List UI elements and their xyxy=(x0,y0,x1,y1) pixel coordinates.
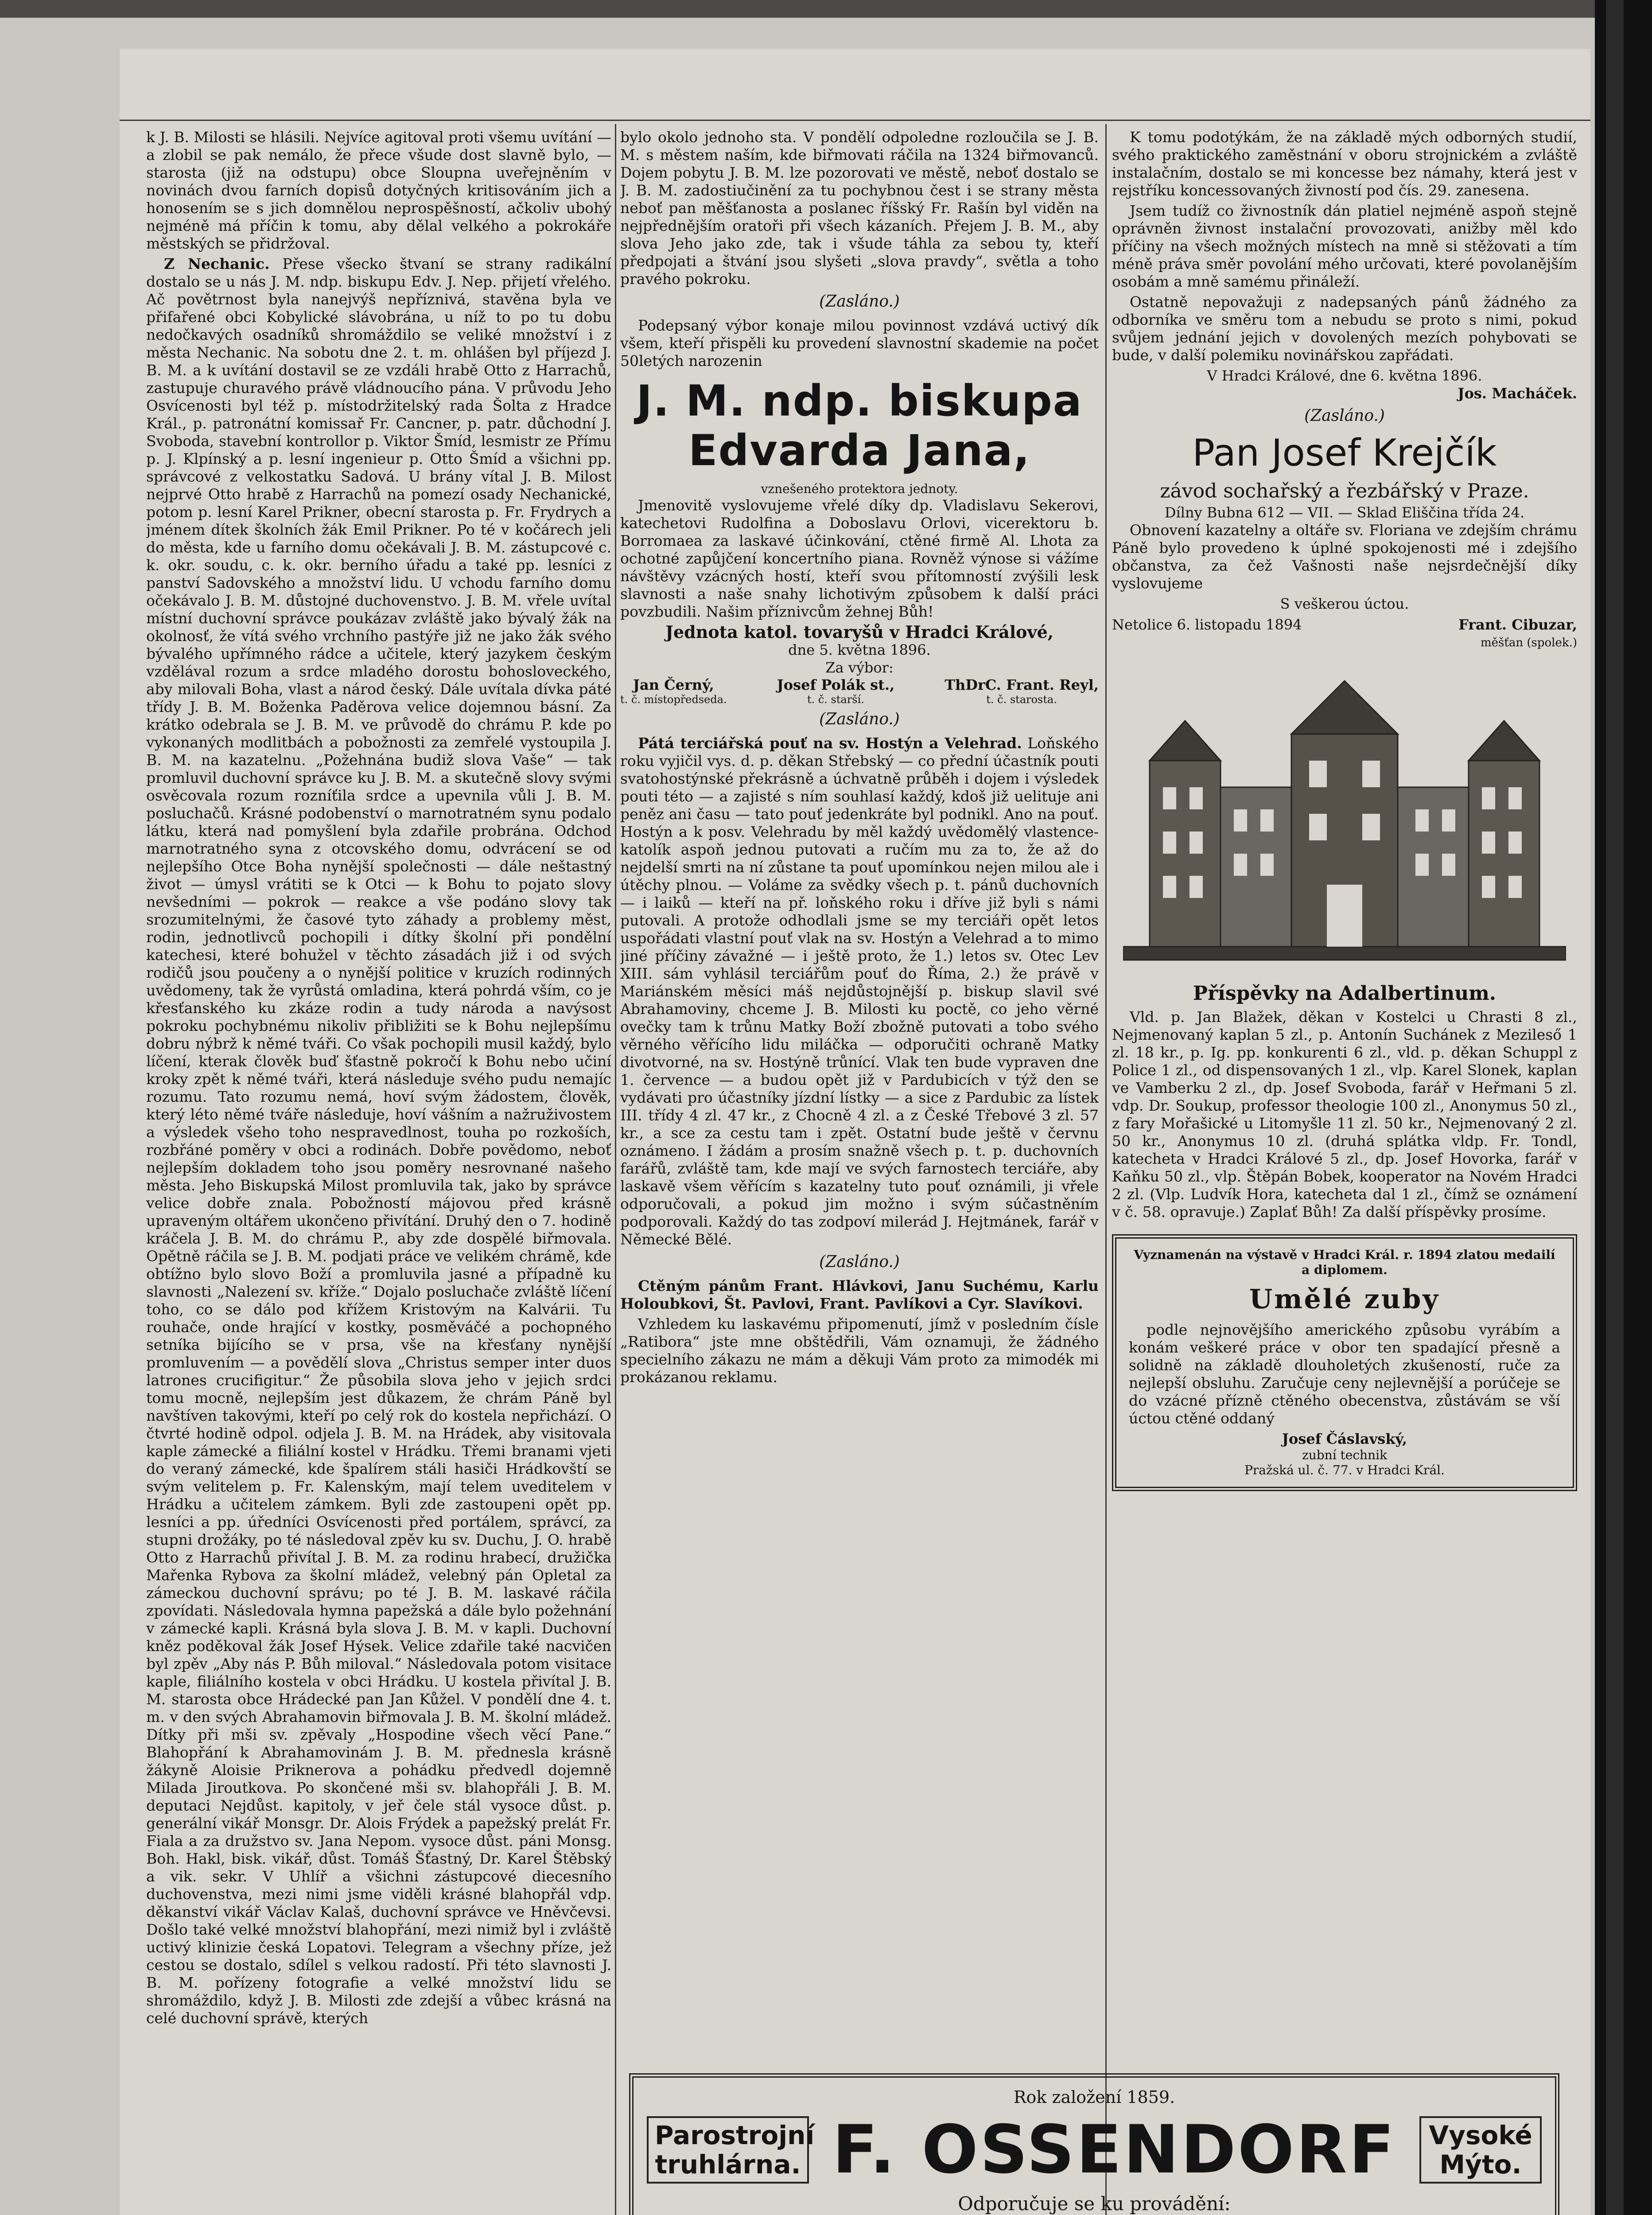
notice-signature: Jednota katol. tovaryšů v Hradci Králové, xyxy=(665,622,1053,642)
ad-left-box: Parostrojní truhlárna. xyxy=(647,2116,809,2184)
committee-members xyxy=(620,676,1099,706)
column-rule-2 xyxy=(1105,124,1107,2215)
ad-address: Pražská ul. č. 77. v Hradci Král. xyxy=(1244,1463,1445,1477)
article-body: Přese všecko štvaní se strany radikální dostalo se u nás J. M. ndp. biskupu Edv. J. Nep. přijetí vřelého. Ač povětrnost byla nanejvýš nepříznivá, stavěna byla ve přifařené obci Kobylické slávobrána, u níž to po tu dobu nedočkavých osadníků shromáždilo se veliké množství i z města Nechanic. Na sobotu dne 2. t. m. ohlášen byl příjezd J. B. M. a k uvítání dostavil se ze vzdáli hrabě Otto z Harrachů, zastupuje churavého právě vládnoucího pána. V průvodu Jeho Osvícenosti byl též p. místodržitelský rada Šolta z Hradce Král., p. patronátní komissař Fr. Cancner, p. patr. důchodní J. Svoboda, stavební kontrollor p. Viktor Šmíd, lesmistr ze Přímu p. J. Klpínský a p. lesní ingenieur p. Otto Šmíd a všichni pp. správcové z velkostatku Sadová. U brány vítal J. B. Milost nejprvé Otto hrabě z Harrachů na pomezí osady Nechanické, potom p. lesní Karel Prikner, obecní starosta p. Fr. Frydrych a jménem dítek školních žák Emil Prikner. Po té v kočárech jeli do města, kde u farního domu očekávali J. B. M. zástupcové c. k. okr. soudu, c. k. okr. berního úřadu a také pp. lesníci z panství Sadovského a množství lidu. U vchodu farního domu očekávalo J. B. M. důstojné duchovenstvo. J. B. M. vřele uvítal místní duchovní správce poukázav zvláště jako bývalý žák na okolnosť, že vítá svého vrchního pastýře již ne jako žák svého bývalého upřímného rádce a učitele, který jazykem českým vzdělával rozum a srdce mladého dorostu bohosloveckého, aby milovali Boha, vlast a národ český. Dále uvítala dívka páté třídy J. B. M. Boženka Paděrova velice dojemnou básní. Za krátko odebrala se J. B. M. ve průvodě do chrámu P. kde po vykonaných modlitbách a pobožnosti za zemřelé vystoupila J. B. M. na kazatelnu. „Požehnána budiž slova Vaše“ — tak promluvil duchovní správce ku J. B. M. a skutečně slovy svými osvěcovala rozum rozníťila srdce a upevnila vůli J. B. M. posluchačů. Krásné podobenství o marnotratném synu podalo látku, která nad pomyšlení byla zdařile probrána. Odchod marnotratného syna z otcovského domu, odvrácení se od nejlepšího Otce Boha nynější společnosti — dále neštastný život — úmysl vrátiti se k Otci — k Bohu to pojato slovy nevšedními — pokrok — reakce a vše podáno slovy tak srozumitelnými, že časové tyto záhady a problemy měst, rodin, jednotlivců pochopili i dítky školní při pondělní katechesi, které bohužel v těchto zásadách již i od svých rodičů jsou poučeny a o nynější politice v kruzích rodinných uvědomeny, tak že vyrůstá omladina, která pohrdá vším, co je křesťanského ku zkáze rodin a tudy národa a navýsost pokroku pochybnému nikoliv přibližiti se k Bohu nejlepšímu dobru nýbrž k němé tváři. Co však pochopili musil každý, bylo líčení, kterak člověk buď šťastně pokročí k Bohu nebo učiní kroky zpět k němé tváři, která následuje svého pudu nemajíc rozumu. Tato rozumu nemá, hoví svým žádostem, člověk, který léto němé tváře následuje, hoví vášním a nažruživostem a výsledek všeho toho nespravedlnost, touha po rozkoších, rozbřáné poměry v obci a rodinách. Dobře povědomo, neboť nejlepším dokladem toho jsou poměry nesrovnané našeho města. Jeho Biskupská Milost promluvila tak, jako by správce velice dobře znala. Pobožností májovou před krásně upraveným oltářem ukončeno přivítání. Druhý den o 7. hodině kráčela J. B. M. do chrámu P., aby zde dospělé biřmovala. Opětně ráčila se J. B. M. podjati práce ve velikém chrámě, kde obtížno bylo slovo Boží a promluvila jasné a případně ku slavnosti „Nalezení sv. kříže.“ Dojalo posluchače zvláště líčení toho, co se dálo pod křížem Kristovým na Kalvárii. Tu rouhače, onde hrající v kostky, posměváčé a pochopného setníka bijícího se v prsa, vše na křesťany nynější promluvením — a povědělí slova „Christus semper inter duos latrones crucifigitur.“ Že působila slova jeho v jejich srdci tomu mocně, nejlepším jest důkazem, že chrám Páně byl navštíven takovými, kteří po celý rok do kostela nepřichází. O čtvrté hodině odpol. odjela J. B. M. na Hrádek, aby visitovala kaple zámecké a filiální kostel v Hrádku. Třemi branami vjeti do veraný zámecké, kde špalírem stáli hasiči Hrádkovští se svým velitelem p. Fr. Kalenským, mají telem uveditelem v Hrádku a učitelem zámkem. Byli zde zastoupeni opět pp. lesníci a pp. úředníci Osvícenosti před portálem, správcí, za stupni drožáky, po té následoval zpěv ku sv. Duchu, J. O. hrabě Otto z Harrachů přivítal J. B. M. za rodinu hrabecí, družička Mařenka Rybova za školní mládež, velebný pán Opletal za zámeckou duchovní správu; po té J. B. M. laskavé ráčila zpovídati. Následovala hymna papežská a dále bylo požehnání v zámecké kapli. Krásná byla slova J. B. M. v kapli. Duchovní kněz poděkoval žák Josef Hýsek. Velice zdařile také nacvičen byl zpěv „Aby nás P. Bůh miloval.“ Následovala potom visitace kaple, filiálního kostela v obci Hrádku. U kostela přivítal J. B. M. starosta obce Hrádecké pan Jan Kůžel. V pondělí dne 4. t. m. v den svých Abrahamovin biřmovala J. B. M. školní mládež. Dítky při mši sv. zpěvaly „Hospodine všech věcí Pane.“ Blahopřání k Abrahamovinám J. B. M. přednesla krásně žákyně Aloisie Priknerova a pohádku předvedl dojemně Milada Jiroutkova. Po skončené mši sv. blahopřáli J. B. M. deputaci Nejdůst. kapitoly, v jeř čele stál vysoce důst. p. generální vikář Monsgr. Dr. Alois Frýdek a papežský prelát Fr. Fiala a za družstvo sv. Jana Nepom. vysoce důst. páni Monsg. Boh. Hakl, bisk. vikář, důst. Tomáš Šťastný, Dr. Karel Štěbský a vik. sekr. V Uhlíř a všichni zástupcové diecesního duchovenstva, mezi nimi jsme viděli krásné blahopřál vdp. děkanství vikář Václav Kalaš, duchovní správce ve Hněvčevsi. Došlo také velké množství blahopřání, mezi nimiž byl i zvláště uctivý klinizie česká Lopatovi. Telegram a všechny příze, jež cestou se dostalo, sdílel s velkou radostí. Při této slavnosti J. B. M. pořízeny fotografie a velké množství lidu se shromáždilo, když J. B. Milosti zde zdejší a vůbec krásná na celé duchovní správě, kterých xyxy=(146,255,611,2027)
ad-company-name: F. OSSENDORF xyxy=(832,2111,1396,2188)
scan-top-edge xyxy=(0,0,1595,18)
notice-label: (Zasláno.) xyxy=(819,1253,900,1271)
ad-year: Rok založení 1859. xyxy=(1013,2087,1175,2107)
ad-right-box: Vysoké Mýto. xyxy=(1419,2116,1542,2184)
notice-text: Loňského roku vyjičil vys. d. p. děkan Střebský — co přední účastník pouti svatohostýnské překrásně a úchvatně průběh i dojem i výsledek pouti této — a zajisté s ním souhlasí každý, kdoš již uelituje ani peněz ani času — tato pouť jedenkráte byl podnikl. Ano na pouť. Hostýn a k posv. Velehradu by měl každý uvědomělý vlastence-katolík aspoň jednou putovati a ručím mu za to, že až do nejdelší smrti na ní zůstane ta pouť upomínkou nejen milou ale i útěchy plnou. — Voláme za svědky všech p. t. pánů duchovních — i laiků — kteří na př. loňského roku i dříve již byli s námi putovali. A protože odhodlali jsme se my terciáři opět letos uspořádati vlastní pouť vlak na sv. Hostýn a Velehrad a to mimo jiné příčiny závažné — i ještě proto, že 1.) letos sv. Otec Lev XIII. sám vyhlásil terciářům pouť do Říma, 2.) že právě v Mariánském měsíci máš nejdůstojnější p. biskup slavil své Abrahamoviny, chceme J. B. Milosti ku poctě, co jeho věrné ovečky tam k trůnu Matky Boží zbožně putovati a tobo svého věrného věřícího lidu miláčka — odporučiti ochraně Matky divotvorné, na sv. Hostýně trůnící. Vlak ten bude vypraven dne 1. července — a budou opět již v Pardubicích v týž den se vydávati pro účastníky jízdní lístky — a sice z Pardubic za lístek III. třídy 4 zl. 47 kr., z Chocně 4 zl. a z České Třebové 3 zl. 57 kr., a sce za cestu tam i zpět. Ostatní bude ještě v červnu oznámeno. I žádám a prosím snažně všech p. t. p. duchovních farářů, zvláště tam, kde mají ve svých farnostech terciáře, aby laskavě všem věřícím s kazatelny tuto pouť oznámili, ji vřele odporučovali, a pokud jim možno i svým súčastněním podporovali. Každý do tas zodpoví milerád J. Hejtmánek, farář v Německé Bělé. xyxy=(620,734,1099,1248)
member-name: Josef Polák st., xyxy=(777,676,895,693)
ad-body: podle nejnovějšího amerického způsobu vyrábím a konám veškeré práce v obor ten spadající přesně a solidně na základě dlouholetých zkušeností, ruče za nejlepší obsluhu. Zaručuje ceny nejlevnější a porúčeje se do vzácné přízně ctěného obecenstva, zůstávám se vší úctou ctěné oddaný xyxy=(1129,1321,1560,1427)
member-1 xyxy=(620,676,727,706)
header-rule xyxy=(120,120,1590,121)
ad-signature-row xyxy=(1112,616,1577,650)
ad-title: Umělé zuby xyxy=(1249,1284,1440,1315)
statement-p3: Ostatně nepovažuji z nadepsaných pánů žádného za odborníka ve směru tom a nebudu se proto s nimi, pokud svůjem jednání jejich v dovolených mezích pohybovati se bude, v další polemiku novinářskou zapřádati. xyxy=(1112,293,1577,364)
member-3 xyxy=(945,676,1099,706)
column-2 xyxy=(620,128,1099,2215)
ad-subtitle: závod sochařský a řezbářský v Praze. xyxy=(1160,480,1529,502)
member-2 xyxy=(777,676,895,706)
notice-bishop-sub: vznešeného protektora jednoty. xyxy=(761,482,958,496)
ad-signer-block xyxy=(1458,616,1577,650)
notice-body: Jmenovitě vyslovujeme vřelé díky dp. Vladislavu Sekerovi, katechetovi Rudolfina a Doboslavu Orlovi, vicerektoru b. Borromaea za laskavé účinkování, ctěné firmě Al. Lhota za ochotné zapůjčení koncertního piana. Rovněž výnose si vážíme návštěvy vzácných hostí, kteří svou přítomností zvýšili lesk slavnosti a naše snahy lichotivým způsobem k další práci povzbudili. Našim příznivcům žehnej Bůh! xyxy=(620,497,1099,620)
notice-body xyxy=(620,734,1099,1248)
column-1 xyxy=(146,128,611,2215)
ad-dentures xyxy=(1112,1234,1577,1491)
member-title: t. č. místopředseda. xyxy=(620,693,727,706)
contrib-heading: Příspěvky na Adalbertinum. xyxy=(1193,982,1497,1005)
notice-date: dne 5. května 1896. xyxy=(788,641,931,658)
statement-p1: K tomu podotýkám, že na základě mých odborných studií, svého praktického zaměstnání v oboru strojnickém a zvláště instalačním, dostalo se mi koncesse bez námahy, která jest v rejstříku koncessovaných živností pod čís. 29. zanesena. xyxy=(1112,128,1577,199)
ad-signer-title: měšťan (spolek.) xyxy=(1481,636,1577,649)
article-end: bylo okolo jednoho sta. V pondělí odpoledne rozloučila se J. B. M. s městem naším, kde biřmovati ráčila na 1324 biřmovanců. Dojem pobytu J. B. M. lze pozorovati ve městě, neboť dostalo se J. B. M. zadostiučinění za tu pochybnou čest i se strany města neboť pan měšťanosta a poslanec říšský Fr. Rašín byl viděn na nejpřednějším oratoři při všech kázaních. Přejem J. B. M., aby slova Jeho jako zde, tak i všude táhla za sebou ty, kteří předpojati a štvání jsou slyšeti „slova pravdy“, světla a toho pravého pokroku. xyxy=(620,128,1099,288)
notice-label: (Zasláno.) xyxy=(819,710,900,728)
ad-label: (Zasláno.) xyxy=(1304,407,1385,425)
ad-body: Obnovení kazatelny a oltáře sv. Floriana ve zdejším chrámu Páně bylo provedeno k úplné spokojenosti mé i zdejšího občanstva, za čež Vašnosti naše nejsrdečnější díky vyslovujeme xyxy=(1112,521,1577,592)
ad-award: Vyznamenán na výstavě v Hradci Král. r. 1894 zlatou medailí a diplomem. xyxy=(1134,1247,1555,1277)
ad-krejcik xyxy=(1112,407,1577,650)
column-rule-1 xyxy=(615,124,616,2215)
ad-profession: zubní technik xyxy=(1302,1448,1388,1462)
building-illustration xyxy=(1123,654,1566,973)
article-nechanice xyxy=(146,255,611,2027)
ad-title-row xyxy=(647,2111,1542,2188)
ad-signer: Frant. Cibuzar, xyxy=(1458,616,1577,633)
notice-body: Vzhledem ku laskavému připomenutí, jímž v posledním čísle „Ratibora“ jste mne obštědřili, Vám oznamuji, že žádného specielního zákazu ne mám a děkuji Vám proto za mimodék mi prokázanou reklamu. xyxy=(620,1315,1099,1386)
ad-place: Netolice 6. listopadu 1894 xyxy=(1112,616,1302,633)
statement-date: V Hradci Králové, dne 6. května 1896. xyxy=(1207,367,1482,384)
member-name: Jan Černý, xyxy=(633,676,714,693)
notice-committee: Za výbor: xyxy=(825,659,894,676)
ad-line-1: Odporučuje se ku provádění: xyxy=(958,2193,1231,2215)
statement-signer: Jos. Macháček. xyxy=(1458,385,1577,402)
scan-edge-strip xyxy=(1606,0,1624,2215)
notice-pilgrimage xyxy=(620,710,1099,1248)
scan-right-edge xyxy=(1595,0,1652,2215)
article-continuation: k J. B. Milosti se hlásili. Nejvíce agitoval proti všemu uvítání — a zlobil se pak nemálo, že přece všude dost slavně bylo, — starosta (již na odstupu) obce Sloupna uveřejněním v novinách dvou farních dopisů dotyčných kritisováním jich a honosením se s jich domnělou neprospěšností, ačkoliv ubohý nejméně má příčin k tomu, aby dělal velkého a pokrokáře městských se přidržoval. xyxy=(146,128,611,252)
contrib-body: Vld. p. Jan Blažek, děkan v Kostelci u Chrasti 8 zl., Nejmenovaný kaplan 5 zl., p. Antonín Suchánek z Mezileső 1 zl. 18 kr., p. Ig. pp. konkurenti 6 zl., vld. p. děkan Schuppl z Police 1 zl., od dispensovaných 1 zl., vlp. Karel Slonek, kaplan ve Vamberku 2 zl., dp. Josef Svoboda, farář v Heřmani 5 zl. vdp. Dr. Soukup, professor theologie 100 zl., Anonymus 50 zl., z fary Mořašické u Litomyšle 11 zl. 50 kr., Nejmenovaný 2 zl. 50 kr., Anonymus 10 zl. (druhá splátka vldp. Fr. Tondl, katecheta v Hradci Králové 5 zl., dp. Josef Hovorka, farář v Kaňku 50 zl., vlp. Štěpán Bobek, kooperator na Novém Hradci 2 zl. (Vlp. Ludvík Hora, katecheta dal 1 zl., čímž se oznámení v č. 58. opravuje.) Zaplať Bůh! Za další příspěvky prosíme. xyxy=(1112,1008,1577,1220)
column-3 xyxy=(1112,128,1577,2215)
member-name: ThDrC. Frant. Reyl, xyxy=(945,676,1099,693)
notice-intro: Podepsaný výbor konaje milou povinnost vzdává uctivý dík všem, kteří přispěli ku provedení slavnostní skademie na počet 50letých narozenin xyxy=(620,317,1099,369)
statement-p2: Jsem tudíž co živnostník dán platiel nejméně aspoň stejně oprávněn živnost instalační provozovati, anižby měl kdo příčiny na všech možných místech na mně si stěžovati a tím méně práva směr povolání mého určovati, které povolanějším osobám a mně samému přináleží. xyxy=(1112,202,1577,290)
notice-heading: Ctěným pánům Frant. Hlávkovi, Janu Suchému, Karlu Holoubkovi, Št. Pavlovi, Frant. Pavlíkovi a Cyr. Slavíkovi. xyxy=(620,1277,1099,1312)
notice-thanks xyxy=(620,292,1099,706)
ad-ossendorf xyxy=(629,2073,1559,2215)
notice-bishop-name: J. M. ndp. biskupa Edvarda Jana, xyxy=(636,376,1083,475)
notice-label: (Zasláno.) xyxy=(819,292,900,311)
member-title: t. č. starosta. xyxy=(986,693,1057,706)
ad-name: Pan Josef Krejčík xyxy=(1192,431,1497,474)
member-title: t. č. starší. xyxy=(807,693,864,706)
ad-regards: S veškerou úctou. xyxy=(1280,595,1409,612)
notice-heading: Pátá terciářská pouť na sv. Hostýn a Velehrad. xyxy=(638,734,1022,752)
article-heading: Z Nechanic. xyxy=(164,255,270,272)
ad-address: Dílny Bubna 612 — VII. — Sklad Eliščina třída 24. xyxy=(1164,504,1525,521)
ad-signer: Josef Čáslavský, xyxy=(1282,1430,1407,1447)
notice-reply xyxy=(620,1253,1099,1386)
